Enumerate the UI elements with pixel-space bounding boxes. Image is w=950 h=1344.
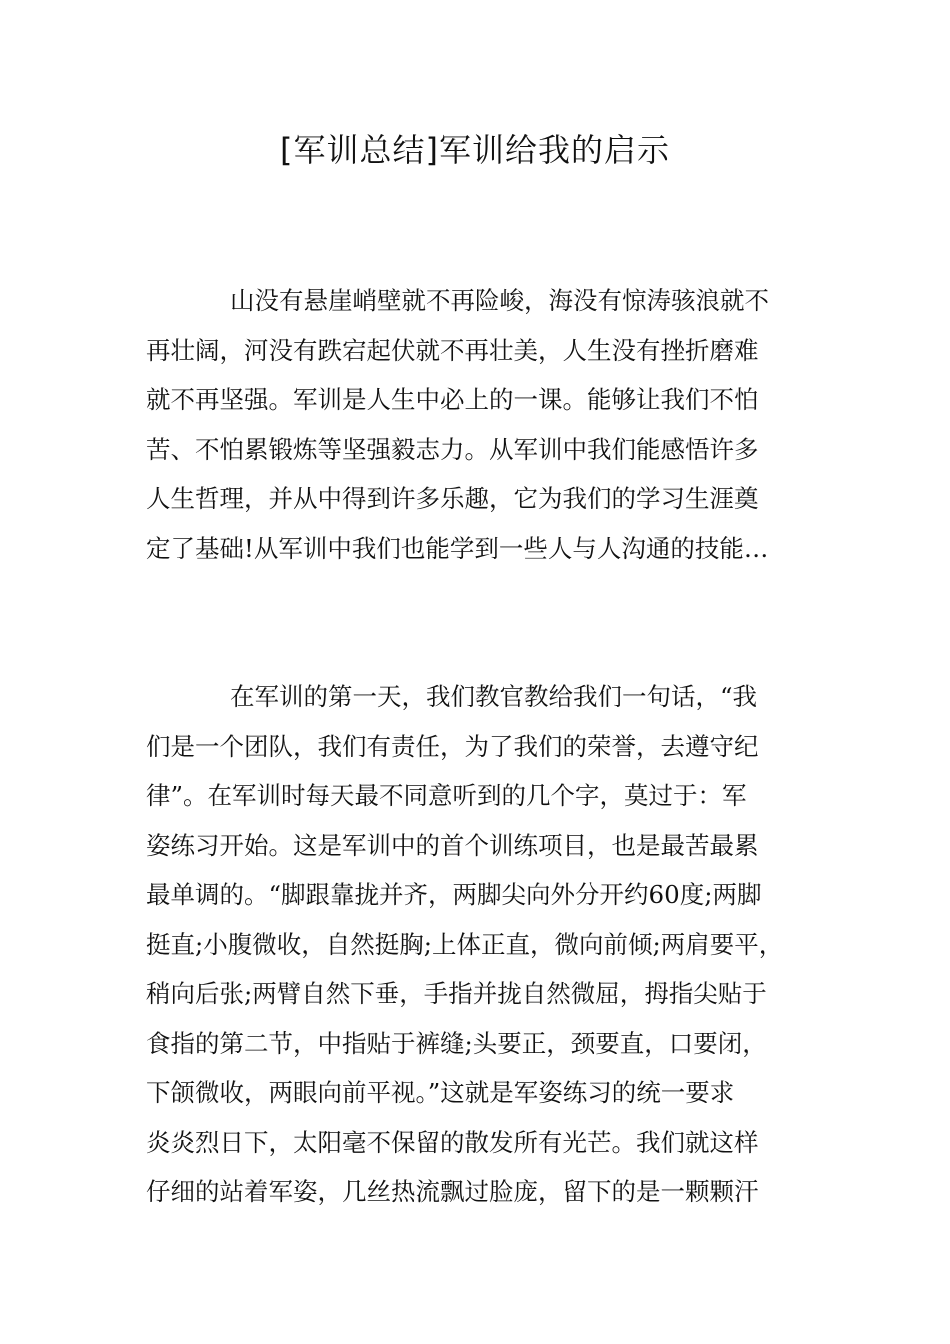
paragraph-line: 稍向后张;两臂自然下垂，手指并拢自然微屈，拇指尖贴于 bbox=[146, 979, 767, 1008]
paragraph-line: 就不再坚强。军训是人生中必上的一课。能够让我们不怕 bbox=[146, 385, 759, 414]
paragraph-line: 姿练习开始。这是军训中的首个训练项目，也是最苦最累 bbox=[146, 830, 759, 860]
paragraph-line: 挺直;小腹微收，自然挺胸;上体正直，微向前倾;两肩要平， bbox=[146, 929, 784, 959]
paragraph-line: 下颌微收，两眼向前平视。”这就是军姿练习的统一要求 bbox=[146, 1078, 735, 1107]
paragraph-line: 在军训的第一天，我们教官教给我们一句话，“我 bbox=[230, 682, 758, 711]
paragraph-line: 律”。在军训时每天最不同意听到的几个字，莫过于：军 bbox=[146, 781, 747, 810]
paragraph-line: 最单调的。“脚跟靠拢并齐，两脚尖向外分开约60度;两脚 bbox=[146, 880, 762, 909]
paragraph-2 bbox=[146, 672, 808, 1217]
paragraph-line: 再壮阔，河没有跌宕起伏就不再壮美，人生没有挫折磨难 bbox=[146, 335, 759, 365]
document-title: [军训总结]军训给我的启示 bbox=[280, 131, 670, 169]
paragraph-line: 苦、不怕累锻炼等坚强毅志力。从军训中我们能感悟许多 bbox=[146, 434, 759, 464]
paragraph-line: 食指的第二节，中指贴于裤缝;头要正，颈要直，口要闭， bbox=[146, 1028, 767, 1058]
paragraph-line: 仔细的站着军姿，几丝热流飘过脸庞，留下的是一颗颗汗 bbox=[146, 1177, 759, 1206]
paragraph-line: 炎炎烈日下，太阳毫不保留的散发所有光芒。我们就这样 bbox=[146, 1127, 759, 1157]
paragraph-1 bbox=[146, 276, 808, 573]
paragraph-line: 山没有悬崖峭壁就不再险峻，海没有惊涛骇浪就不 bbox=[230, 286, 769, 315]
paragraph-line: 们是一个团队，我们有责任，为了我们的荣誉，去遵守纪 bbox=[146, 731, 759, 761]
paragraph-line: 人生哲理，并从中得到许多乐趣，它为我们的学习生涯奠 bbox=[146, 484, 759, 513]
paragraph-line: 定了基础!从军训中我们也能学到一些人与人沟通的技能… bbox=[146, 533, 769, 563]
